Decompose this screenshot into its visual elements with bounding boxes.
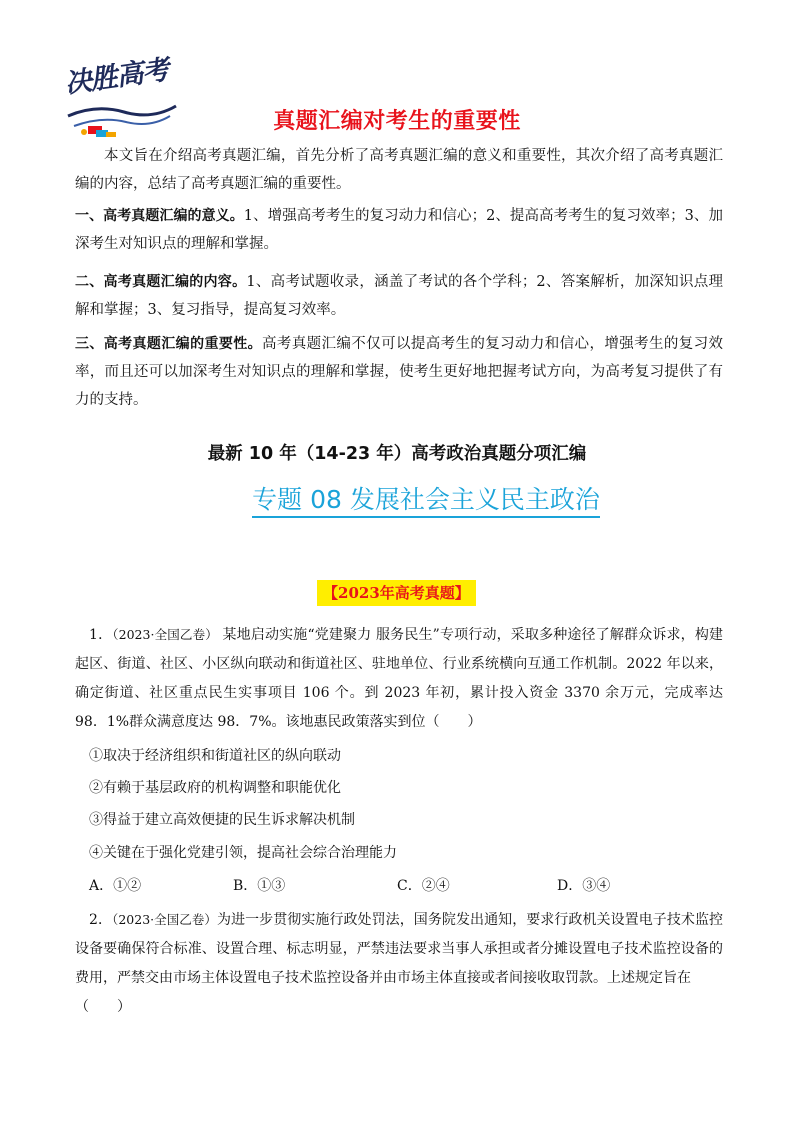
section-meaning (75, 202, 723, 258)
year-tag-label: 年高考真题 (379, 584, 455, 602)
question-number: 1． (89, 627, 113, 643)
topic-title (0, 480, 794, 516)
question-source: （2023·全国乙卷） (112, 912, 217, 927)
section-text: 1、高考试题收录，涵盖了考试的各个学科；2、答案解析，加深知识点理解和掌握；3、复习指导，提高复习效率。 (75, 274, 724, 318)
section-heading: 一、高考真题汇编的意义。 (75, 208, 244, 224)
document-title: 真题汇编对考生的重要性 (273, 109, 521, 134)
question-2 (75, 905, 723, 1022)
section-text: 1、增强高考考生的复习动力和信心；2、提高高考考生的复习效率；3、加深考生对知识点的理解和掌握。 (75, 208, 723, 252)
answer-choice-c: C．②④ (397, 878, 450, 894)
question-option: ①取决于经济组织和街道社区的纵向联动 (89, 748, 341, 764)
intro-paragraph: 本文旨在介绍高考真题汇编，首先分析了高考真题汇编的意义和重要性，其次介绍了高考真题汇编的内容，总结了高考真题汇编的重要性。 (75, 148, 723, 192)
collection-subtitle: 最新 10 年（14-23 年）高考政治真题分项汇编 (207, 444, 587, 464)
question-stem: 某地启动实施“党建聚力 服务民生”专项行动，采取多种途径了解群众诉求，构建起区、街道、社区、小区纵向联动和街道社区、驻地单位、行业系统横向互通工作机制。2022 年以来，确定街道、社区重点民生实事项目 106 个。到 2023 年初，累计投入资金 3370 余万元，完成率达 98．1%群众满意度达 98．7%。该地惠民政策落实到位（ ） (75, 627, 723, 730)
topic-title-text: 专题 08 发展社会主义民主政治 (252, 485, 600, 518)
answer-choice-b: B．①③ (233, 878, 286, 894)
question-option: ④关键在于强化党建引领，提高社会综合治理能力 (89, 845, 397, 861)
year-tag-year: 2023 (338, 584, 380, 602)
question-source: （2023·全国乙卷） (112, 627, 218, 642)
section-heading: 三、高考真题汇编的重要性。 (75, 336, 262, 352)
question-number: 2． (89, 912, 113, 928)
section-text: 高考真题汇编不仅可以提高考生的复习动力和信心，增强考生的复习效率，而且还可以加深考生对知识点的理解和掌握，使考生更好地把握考试方向，为高考复习提供了有力的支持。 (75, 336, 724, 408)
question-blank: （ ） (75, 999, 131, 1015)
year-tag (317, 580, 476, 606)
answer-choice-d: D．③④ (557, 878, 611, 894)
year-tag-close: 】 (454, 584, 470, 602)
logo-text: 决胜高考 (62, 54, 171, 100)
answer-choice-a: A．①② (89, 878, 142, 894)
question-1 (75, 620, 723, 737)
question-option: ③得益于建立高效便捷的民生诉求解决机制 (89, 812, 355, 828)
question-stem: 为进一步贯彻实施行政处罚法，国务院发出通知，要求行政机关设置电子技术监控设备要确保符合标准、设置合理、标志明显，严禁违法要求当事人承担或者分摊设置电子技术监控设备的费用，严禁交由市场主体设置电子技术监控设备并由市场主体直接或者间接收取罚款。上述规定旨在 (75, 912, 723, 986)
section-heading: 二、高考真题汇编的内容。 (75, 274, 247, 290)
question-option: ②有赖于基层政府的机构调整和职能优化 (89, 780, 341, 796)
year-tag-open: 【 (323, 584, 339, 602)
section-importance (75, 330, 723, 414)
section-content (75, 268, 723, 324)
